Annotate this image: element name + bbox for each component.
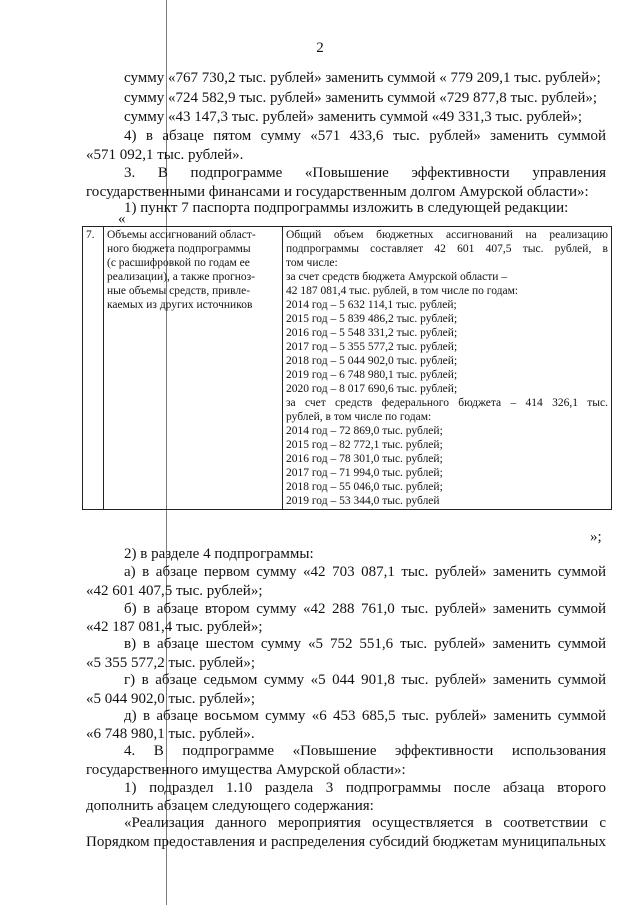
table-row bbox=[83, 227, 612, 510]
row-label-cell bbox=[104, 227, 283, 510]
row-number: 7. bbox=[83, 227, 104, 510]
text-line: государственными финансами и государственным долгом Амурской области»: bbox=[86, 184, 589, 200]
label-line: каемых из других источников bbox=[107, 299, 253, 311]
text-line: сумму «724 582,9 тыс. рублей» заменить суммой «729 877,8 тыс. рублей»; bbox=[124, 90, 598, 106]
text-line: государственного имущества Амурской области»: bbox=[86, 762, 406, 778]
value-line: 2016 год – 78 301,0 тыс. рублей; bbox=[286, 453, 443, 465]
text-line: «42 187 081,4 тыс. рублей»; bbox=[86, 619, 263, 635]
value-line: рублей, в том числе по годам: bbox=[286, 411, 432, 423]
text-line: б) в абзаце втором сумму «42 288 761,0 тыс. рублей» заменить суммой bbox=[124, 601, 606, 617]
text-line: 4. В подпрограмме «Повышение эффективности использования bbox=[124, 743, 606, 759]
text-line: а) в абзаце первом сумму «42 703 087,1 тыс. рублей» заменить суммой bbox=[124, 564, 606, 580]
text-line: «Реализация данного мероприятия осуществляется в соответствии с bbox=[124, 815, 606, 831]
page-number: 2 bbox=[316, 40, 324, 56]
text-line: д) в абзаце восьмом сумму «6 453 685,5 тыс. рублей» заменить суммой bbox=[124, 708, 606, 724]
value-line: 2015 год – 82 772,1 тыс. рублей; bbox=[286, 439, 443, 451]
value-line: 2019 год – 53 344,0 тыс. рублей bbox=[286, 495, 440, 507]
text-line: сумму «767 730,2 тыс. рублей» заменить суммой « 779 209,1 тыс. рублей»; bbox=[124, 70, 601, 86]
text-line: 1) пункт 7 паспорта подпрограммы изложить в следующей редакции: bbox=[124, 200, 569, 216]
text-line: «5 044 902,0 тыс. рублей»; bbox=[86, 691, 255, 707]
value-line: 2019 год – 6 748 980,1 тыс. рублей; bbox=[286, 369, 458, 381]
value-line: подпрограммы составляет 42 601 407,5 тыс. рублей, в bbox=[286, 243, 608, 255]
value-line: 2018 год – 5 044 902,0 тыс. рублей; bbox=[286, 355, 458, 367]
quote-close: »; bbox=[590, 529, 602, 545]
text-line: «5 355 577,2 тыс. рублей»; bbox=[86, 655, 255, 671]
text-line: «42 601 407,5 тыс. рублей»; bbox=[86, 583, 263, 599]
label-line: реализации), а также прогноз- bbox=[107, 271, 256, 283]
label-line: ные объемы средств, привле- bbox=[107, 285, 251, 297]
text-line: в) в абзаце шестом сумму «5 752 551,6 тыс. рублей» заменить суммой bbox=[124, 636, 606, 652]
value-line: том числе: bbox=[286, 257, 338, 269]
value-line: 2020 год – 8 017 690,6 тыс. рублей; bbox=[286, 383, 458, 395]
text-line: г) в абзаце седьмом сумму «5 044 901,8 тыс. рублей» заменить суммой bbox=[124, 672, 606, 688]
text-line: 2) в разделе 4 подпрограммы: bbox=[124, 546, 314, 562]
value-line: 2014 год – 72 869,0 тыс. рублей; bbox=[286, 425, 443, 437]
text-line: «571 092,1 тыс. рублей». bbox=[86, 147, 244, 163]
value-line: 42 187 081,4 тыс. рублей, в том числе по годам: bbox=[286, 285, 519, 297]
text-line: 1) подраздел 1.10 раздела 3 подпрограммы после абзаца второго bbox=[124, 780, 606, 796]
value-line: за счет средств федерального бюджета – 414 326,1 тыс. bbox=[286, 397, 608, 409]
text-line: сумму «43 147,3 тыс. рублей» заменить суммой «49 331,3 тыс. рублей»; bbox=[124, 109, 583, 125]
text-line: 3. В подпрограмме «Повышение эффективности управления bbox=[124, 165, 606, 181]
label-line: (с расшифровкой по годам ее bbox=[107, 257, 250, 269]
row-value-cell bbox=[283, 227, 612, 510]
text-line: 4) в абзаце пятом сумму «571 433,6 тыс. рублей» заменить суммой bbox=[124, 128, 606, 144]
value-line: Общий объем бюджетных ассигнований на реализацию bbox=[286, 229, 608, 241]
value-line: за счет средств бюджета Амурской области – bbox=[286, 271, 508, 283]
quote-open: « bbox=[118, 211, 126, 227]
value-line: 2015 год – 5 839 486,2 тыс. рублей; bbox=[286, 313, 458, 325]
value-line: 2016 год – 5 548 331,2 тыс. рублей; bbox=[286, 327, 458, 339]
passport-table bbox=[82, 226, 612, 510]
value-line: 2017 год – 5 355 577,2 тыс. рублей; bbox=[286, 341, 458, 353]
value-line: 2018 год – 55 046,0 тыс. рублей; bbox=[286, 481, 443, 493]
value-line: 2017 год – 71 994,0 тыс. рублей; bbox=[286, 467, 443, 479]
label-line: ного бюджета подпрограммы bbox=[107, 243, 251, 255]
text-line: Порядком предоставления и распределения субсидий бюджетам муниципальных bbox=[86, 834, 606, 850]
text-line: дополнить абзацем следующего содержания: bbox=[86, 798, 374, 814]
value-line: 2014 год – 5 632 114,1 тыс. рублей; bbox=[286, 299, 457, 311]
text-line: «6 748 980,1 тыс. рублей». bbox=[86, 726, 255, 742]
label-line: Объемы ассигнований област- bbox=[107, 229, 256, 241]
